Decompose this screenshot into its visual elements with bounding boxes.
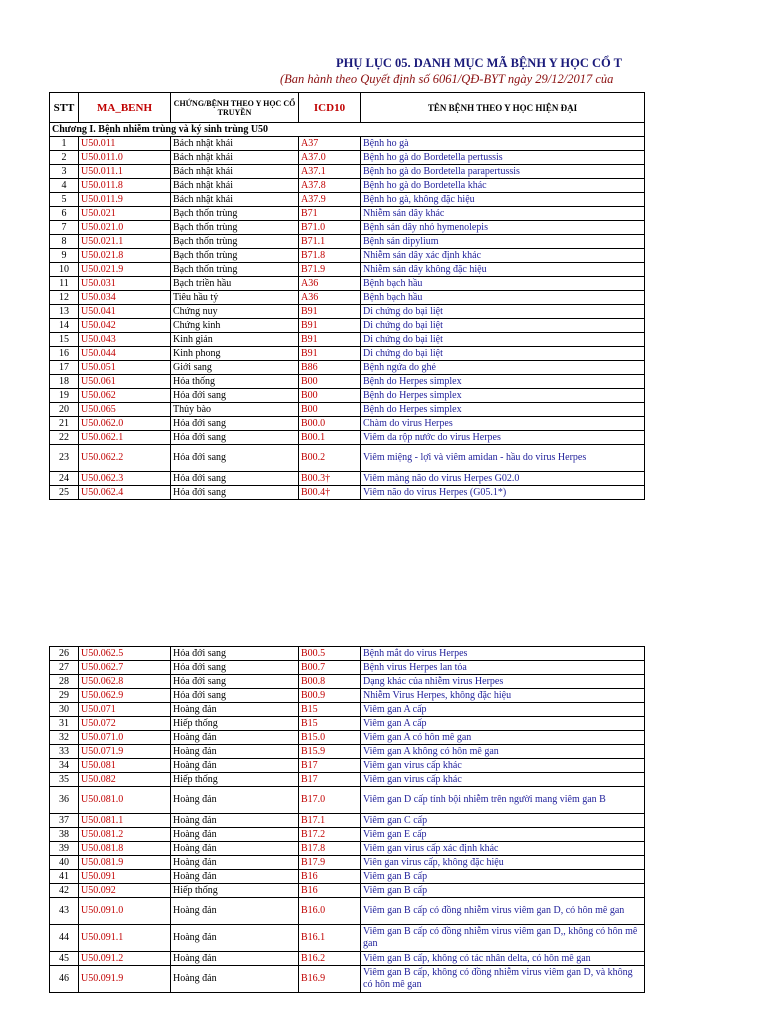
table-row xyxy=(50,731,645,745)
cell-icd10: B71.0 xyxy=(299,221,361,235)
cell-ycct: Hoàng đản xyxy=(171,787,299,814)
cell-ten-benh: Bệnh ho gà do Bordetella parapertussis xyxy=(361,165,645,179)
cell-ycct: Hoàng đản xyxy=(171,814,299,828)
cell-stt: 2 xyxy=(50,151,79,165)
table-row xyxy=(50,249,645,263)
table-row xyxy=(50,486,645,500)
cell-ten-benh: Bệnh do Herpes simplex xyxy=(361,375,645,389)
cell-ten-benh: Viêm gan E cấp xyxy=(361,828,645,842)
cell-icd10: B16 xyxy=(299,884,361,898)
cell-ycct: Hoàng đản xyxy=(171,842,299,856)
cell-ten-benh: Viêm gan virus cấp xác định khác xyxy=(361,842,645,856)
table-row xyxy=(50,870,645,884)
table-row xyxy=(50,193,645,207)
cell-ycct: Bách nhật khái xyxy=(171,179,299,193)
cell-icd10: B00.0 xyxy=(299,417,361,431)
cell-stt: 15 xyxy=(50,333,79,347)
cell-stt: 16 xyxy=(50,347,79,361)
table-row xyxy=(50,472,645,486)
cell-icd10: B91 xyxy=(299,305,361,319)
table-row xyxy=(50,675,645,689)
table-row xyxy=(50,291,645,305)
cell-ycct: Hỏa đới sang xyxy=(171,445,299,472)
cell-ten-benh: Bệnh sán dây nhỏ hymenolepis xyxy=(361,221,645,235)
cell-ycct: Bách nhật khái xyxy=(171,137,299,151)
cell-ten-benh: Nhiễm sán dây không đặc hiệu xyxy=(361,263,645,277)
cell-ma-benh: U50.042 xyxy=(79,319,171,333)
chapter-heading: Chương I. Bệnh nhiễm trùng và ký sinh trùng U50 xyxy=(50,123,645,137)
cell-ycct: Bạch thốn trùng xyxy=(171,207,299,221)
cell-ycct: Bách nhật khái xyxy=(171,151,299,165)
table-row xyxy=(50,431,645,445)
cell-stt: 23 xyxy=(50,445,79,472)
table-row xyxy=(50,221,645,235)
cell-ma-benh: U50.011.0 xyxy=(79,151,171,165)
cell-icd10: B17.1 xyxy=(299,814,361,828)
cell-ycct: Hỏa đới sang xyxy=(171,486,299,500)
cell-ycct: Hoàng đản xyxy=(171,966,299,993)
cell-ten-benh: Viêm gan virus cấp khác xyxy=(361,759,645,773)
cell-ten-benh: Viêm gan virus cấp khác xyxy=(361,773,645,787)
cell-stt: 35 xyxy=(50,773,79,787)
document-subtitle: (Ban hành theo Quyết định số 6061/QĐ-BYT ngày 29/12/2017 của xyxy=(280,72,614,86)
table-row xyxy=(50,165,645,179)
cell-ten-benh: Bệnh ho gà, không đặc hiệu xyxy=(361,193,645,207)
cell-ten-benh: Bệnh ho gà xyxy=(361,137,645,151)
cell-stt: 18 xyxy=(50,375,79,389)
cell-ma-benh: U50.072 xyxy=(79,717,171,731)
cell-stt: 11 xyxy=(50,277,79,291)
table-row xyxy=(50,333,645,347)
cell-ycct: Bách nhật khái xyxy=(171,193,299,207)
cell-ten-benh: Viêm não do virus Herpes (G05.1*) xyxy=(361,486,645,500)
column-header-ma-benh: MA_BENH xyxy=(79,93,171,123)
cell-ma-benh: U50.011.9 xyxy=(79,193,171,207)
cell-icd10: B71.8 xyxy=(299,249,361,263)
cell-ma-benh: U50.021.0 xyxy=(79,221,171,235)
cell-ycct: Hỏa thống xyxy=(171,375,299,389)
cell-ma-benh: U50.081 xyxy=(79,759,171,773)
cell-ma-benh: U50.071.9 xyxy=(79,745,171,759)
cell-ten-benh: Viên gan virus cấp, không đặc hiệu xyxy=(361,856,645,870)
cell-icd10: B00.1 xyxy=(299,431,361,445)
cell-ten-benh: Bệnh bạch hầu xyxy=(361,277,645,291)
cell-ten-benh: Viêm gan B cấp, không có tác nhân delta, có hôn mê gan xyxy=(361,952,645,966)
cell-stt: 38 xyxy=(50,828,79,842)
table-row xyxy=(50,235,645,249)
table-row xyxy=(50,277,645,291)
cell-ten-benh: Di chứng do bại liệt xyxy=(361,305,645,319)
cell-ycct: Bạch triền hầu xyxy=(171,277,299,291)
cell-ma-benh: U50.091.9 xyxy=(79,966,171,993)
table-row xyxy=(50,787,645,814)
cell-ma-benh: U50.011.8 xyxy=(79,179,171,193)
cell-ycct: Hoàng đản xyxy=(171,952,299,966)
cell-stt: 19 xyxy=(50,389,79,403)
cell-icd10: B71 xyxy=(299,207,361,221)
cell-ma-benh: U50.021.9 xyxy=(79,263,171,277)
cell-ycct: Hỏa đới sang xyxy=(171,647,299,661)
table-row xyxy=(50,361,645,375)
cell-ycct: Hoàng đản xyxy=(171,898,299,925)
table-row xyxy=(50,884,645,898)
cell-ma-benh: U50.081.1 xyxy=(79,814,171,828)
cell-ma-benh: U50.062.0 xyxy=(79,417,171,431)
cell-ten-benh: Bệnh virus Herpes lan tỏa xyxy=(361,661,645,675)
cell-ma-benh: U50.065 xyxy=(79,403,171,417)
cell-ten-benh: Viêm gan B cấp có đồng nhiễm virus viêm gan D, có hôn mê gan xyxy=(361,898,645,925)
cell-stt: 8 xyxy=(50,235,79,249)
cell-icd10: B91 xyxy=(299,333,361,347)
cell-ycct: Hoàng đản xyxy=(171,870,299,884)
cell-icd10: B17.0 xyxy=(299,787,361,814)
cell-ma-benh: U50.071.0 xyxy=(79,731,171,745)
cell-icd10: A36 xyxy=(299,277,361,291)
cell-icd10: B17.2 xyxy=(299,828,361,842)
cell-ten-benh: Viêm gan B cấp có đồng nhiễm virus viêm gan D,, không có hôn mê gan xyxy=(361,925,645,952)
cell-icd10: B91 xyxy=(299,347,361,361)
cell-ten-benh: Viêm gan A cấp xyxy=(361,703,645,717)
cell-stt: 1 xyxy=(50,137,79,151)
cell-ycct: Hoàng đản xyxy=(171,703,299,717)
cell-icd10: B00 xyxy=(299,375,361,389)
table-row xyxy=(50,966,645,993)
cell-ycct: Bạch thốn trùng xyxy=(171,235,299,249)
cell-stt: 21 xyxy=(50,417,79,431)
table-row xyxy=(50,759,645,773)
document-title: PHỤ LỤC 05. DANH MỤC MÃ BỆNH Y HỌC CỔ T xyxy=(336,56,622,70)
cell-ten-benh: Viêm gan A không có hôn mê gan xyxy=(361,745,645,759)
table-row xyxy=(50,952,645,966)
cell-stt: 10 xyxy=(50,263,79,277)
cell-ycct: Hỏa đới sang xyxy=(171,389,299,403)
cell-ten-benh: Bệnh mắt do virus Herpes xyxy=(361,647,645,661)
table-row xyxy=(50,856,645,870)
table-row xyxy=(50,207,645,221)
table-row xyxy=(50,925,645,952)
cell-ycct: Hiếp thống xyxy=(171,773,299,787)
cell-stt: 25 xyxy=(50,486,79,500)
cell-icd10: B16 xyxy=(299,870,361,884)
cell-ma-benh: U50.062.4 xyxy=(79,486,171,500)
cell-icd10: A37.0 xyxy=(299,151,361,165)
table-row xyxy=(50,689,645,703)
cell-ycct: Hoàng đản xyxy=(171,731,299,745)
cell-ten-benh: Viêm gan D cấp tính bội nhiễm trên người mang viêm gan B xyxy=(361,787,645,814)
cell-ten-benh: Bệnh ho gà do Bordetella pertussis xyxy=(361,151,645,165)
cell-ycct: Hỏa đới sang xyxy=(171,661,299,675)
cell-ma-benh: U50.092 xyxy=(79,884,171,898)
cell-stt: 32 xyxy=(50,731,79,745)
table-row xyxy=(50,179,645,193)
cell-stt: 37 xyxy=(50,814,79,828)
table-row xyxy=(50,263,645,277)
cell-ma-benh: U50.031 xyxy=(79,277,171,291)
cell-icd10: B15.0 xyxy=(299,731,361,745)
cell-ten-benh: Bệnh ho gà do Bordetella khác xyxy=(361,179,645,193)
cell-stt: 42 xyxy=(50,884,79,898)
cell-stt: 12 xyxy=(50,291,79,305)
cell-ma-benh: U50.062.9 xyxy=(79,689,171,703)
table-row xyxy=(50,347,645,361)
cell-icd10: B00.9 xyxy=(299,689,361,703)
cell-ycct: Tiêu hầu tý xyxy=(171,291,299,305)
cell-ma-benh: U50.041 xyxy=(79,305,171,319)
table-row xyxy=(50,137,645,151)
cell-ten-benh: Nhiễm sán dây khác xyxy=(361,207,645,221)
cell-ycct: Kinh phong xyxy=(171,347,299,361)
table-row xyxy=(50,745,645,759)
cell-ma-benh: U50.091.1 xyxy=(79,925,171,952)
cell-icd10: B71.9 xyxy=(299,263,361,277)
cell-icd10: B15.9 xyxy=(299,745,361,759)
cell-ycct: Hỏa đới sang xyxy=(171,689,299,703)
table-row xyxy=(50,445,645,472)
cell-icd10: A37.8 xyxy=(299,179,361,193)
cell-stt: 14 xyxy=(50,319,79,333)
cell-stt: 22 xyxy=(50,431,79,445)
cell-ma-benh: U50.062 xyxy=(79,389,171,403)
cell-ycct: Hoàng đản xyxy=(171,856,299,870)
table-row xyxy=(50,417,645,431)
cell-icd10: A36 xyxy=(299,291,361,305)
cell-icd10: B16.9 xyxy=(299,966,361,993)
cell-stt: 36 xyxy=(50,787,79,814)
cell-ma-benh: U50.091 xyxy=(79,870,171,884)
cell-icd10: B15 xyxy=(299,717,361,731)
cell-stt: 5 xyxy=(50,193,79,207)
cell-stt: 40 xyxy=(50,856,79,870)
table-row xyxy=(50,842,645,856)
cell-stt: 29 xyxy=(50,689,79,703)
cell-icd10: B16.0 xyxy=(299,898,361,925)
cell-ma-benh: U50.091.2 xyxy=(79,952,171,966)
cell-ma-benh: U50.081.2 xyxy=(79,828,171,842)
cell-ten-benh: Bệnh bạch hầu xyxy=(361,291,645,305)
cell-ma-benh: U50.062.8 xyxy=(79,675,171,689)
cell-ten-benh: Viêm gan B cấp xyxy=(361,870,645,884)
cell-icd10: B00.4† xyxy=(299,486,361,500)
cell-ma-benh: U50.021 xyxy=(79,207,171,221)
cell-ten-benh: Bệnh do Herpes simplex xyxy=(361,403,645,417)
cell-ycct: Hoàng đản xyxy=(171,745,299,759)
cell-icd10: B16.2 xyxy=(299,952,361,966)
table-row xyxy=(50,403,645,417)
cell-ycct: Thủy bào xyxy=(171,403,299,417)
cell-stt: 7 xyxy=(50,221,79,235)
column-header-icd10: ICD10 xyxy=(299,93,361,123)
cell-icd10: B71.1 xyxy=(299,235,361,249)
cell-stt: 39 xyxy=(50,842,79,856)
cell-ten-benh: Di chứng do bại liệt xyxy=(361,319,645,333)
cell-stt: 28 xyxy=(50,675,79,689)
cell-ten-benh: Viêm gan C cấp xyxy=(361,814,645,828)
cell-ma-benh: U50.071 xyxy=(79,703,171,717)
cell-ycct: Bạch thốn trùng xyxy=(171,221,299,235)
cell-ma-benh: U50.011 xyxy=(79,137,171,151)
cell-ma-benh: U50.062.2 xyxy=(79,445,171,472)
cell-stt: 4 xyxy=(50,179,79,193)
cell-ma-benh: U50.051 xyxy=(79,361,171,375)
cell-ma-benh: U50.081.9 xyxy=(79,856,171,870)
cell-stt: 41 xyxy=(50,870,79,884)
table-row xyxy=(50,389,645,403)
cell-ycct: Hiếp thống xyxy=(171,884,299,898)
cell-ten-benh: Viêm màng não do virus Herpes G02.0 xyxy=(361,472,645,486)
cell-stt: 46 xyxy=(50,966,79,993)
cell-ten-benh: Viêm gan A cấp xyxy=(361,717,645,731)
cell-ma-benh: U50.044 xyxy=(79,347,171,361)
cell-ten-benh: Viêm da rộp nước do virus Herpes xyxy=(361,431,645,445)
cell-ycct: Chứng nuy xyxy=(171,305,299,319)
cell-icd10: B16.1 xyxy=(299,925,361,952)
cell-ma-benh: U50.011.1 xyxy=(79,165,171,179)
cell-ycct: Giới sang xyxy=(171,361,299,375)
cell-ma-benh: U50.062.7 xyxy=(79,661,171,675)
cell-icd10: B86 xyxy=(299,361,361,375)
column-header-ten-benh: TÊN BỆNH THEO Y HỌC HIỆN ĐẠI xyxy=(361,93,645,123)
cell-icd10: B00.8 xyxy=(299,675,361,689)
column-header-stt: STT xyxy=(50,93,79,123)
cell-ten-benh: Bệnh ngứa do ghẻ xyxy=(361,361,645,375)
cell-ycct: Chứng kinh xyxy=(171,319,299,333)
cell-ma-benh: U50.043 xyxy=(79,333,171,347)
cell-icd10: B17.8 xyxy=(299,842,361,856)
table-row xyxy=(50,151,645,165)
table-row xyxy=(50,773,645,787)
cell-stt: 20 xyxy=(50,403,79,417)
cell-ycct: Bạch thốn trùng xyxy=(171,263,299,277)
cell-stt: 27 xyxy=(50,661,79,675)
cell-stt: 33 xyxy=(50,745,79,759)
cell-ma-benh: U50.082 xyxy=(79,773,171,787)
table-row xyxy=(50,319,645,333)
cell-ycct: Bách nhật khái xyxy=(171,165,299,179)
cell-ten-benh: Viêm miệng - lợi và viêm amidan - hầu do virus Herpes xyxy=(361,445,645,472)
cell-stt: 34 xyxy=(50,759,79,773)
cell-stt: 30 xyxy=(50,703,79,717)
cell-icd10: B15 xyxy=(299,703,361,717)
cell-ycct: Hỏa đới sang xyxy=(171,472,299,486)
cell-ma-benh: U50.062.1 xyxy=(79,431,171,445)
cell-icd10: B17.9 xyxy=(299,856,361,870)
cell-ycct: Bạch thốn trùng xyxy=(171,249,299,263)
table-row xyxy=(50,647,645,661)
cell-ten-benh: Viêm gan B cấp, không có đồng nhiễm virus viêm gan D, và không có hôn mê gan xyxy=(361,966,645,993)
cell-stt: 31 xyxy=(50,717,79,731)
cell-ma-benh: U50.062.5 xyxy=(79,647,171,661)
cell-stt: 17 xyxy=(50,361,79,375)
cell-ten-benh: Di chứng do bại liệt xyxy=(361,333,645,347)
cell-ten-benh: Viêm gan B cấp xyxy=(361,884,645,898)
cell-ten-benh: Bệnh do Herpes simplex xyxy=(361,389,645,403)
disease-code-table-page2 xyxy=(49,646,645,993)
cell-ma-benh: U50.062.3 xyxy=(79,472,171,486)
column-header-ycct: CHỨNG/BỆNH THEO Y HỌC CỔ TRUYỀN xyxy=(171,93,299,123)
table-row xyxy=(50,375,645,389)
cell-ten-benh: Di chứng do bại liệt xyxy=(361,347,645,361)
cell-ten-benh: Dạng khác của nhiễm virus Herpes xyxy=(361,675,645,689)
table-row xyxy=(50,305,645,319)
cell-ma-benh: U50.081.8 xyxy=(79,842,171,856)
table-row xyxy=(50,828,645,842)
cell-icd10: B00.2 xyxy=(299,445,361,472)
cell-icd10: B17 xyxy=(299,759,361,773)
cell-icd10: B00 xyxy=(299,389,361,403)
cell-ten-benh: Nhiễm sán dây xác định khác xyxy=(361,249,645,263)
cell-icd10: A37.9 xyxy=(299,193,361,207)
cell-icd10: B00.7 xyxy=(299,661,361,675)
disease-code-table-page1 xyxy=(49,92,645,500)
cell-ma-benh: U50.034 xyxy=(79,291,171,305)
cell-icd10: B00.3† xyxy=(299,472,361,486)
cell-stt: 45 xyxy=(50,952,79,966)
cell-stt: 44 xyxy=(50,925,79,952)
cell-ycct: Hỏa đới sang xyxy=(171,417,299,431)
cell-ma-benh: U50.081.0 xyxy=(79,787,171,814)
cell-ten-benh: Viêm gan A có hôn mê gan xyxy=(361,731,645,745)
cell-stt: 9 xyxy=(50,249,79,263)
cell-ycct: Hiếp thống xyxy=(171,717,299,731)
cell-stt: 6 xyxy=(50,207,79,221)
cell-icd10: B91 xyxy=(299,319,361,333)
cell-ten-benh: Bệnh sán dipylium xyxy=(361,235,645,249)
cell-icd10: B00 xyxy=(299,403,361,417)
cell-stt: 13 xyxy=(50,305,79,319)
cell-ma-benh: U50.091.0 xyxy=(79,898,171,925)
cell-icd10: B17 xyxy=(299,773,361,787)
cell-ycct: Hoàng đản xyxy=(171,828,299,842)
cell-ycct: Hoàng đản xyxy=(171,925,299,952)
table-row xyxy=(50,814,645,828)
cell-stt: 24 xyxy=(50,472,79,486)
table-row xyxy=(50,898,645,925)
cell-icd10: A37.1 xyxy=(299,165,361,179)
cell-stt: 43 xyxy=(50,898,79,925)
cell-icd10: B00.5 xyxy=(299,647,361,661)
cell-ma-benh: U50.021.8 xyxy=(79,249,171,263)
cell-icd10: A37 xyxy=(299,137,361,151)
cell-ten-benh: Chàm do virus Herpes xyxy=(361,417,645,431)
table-row xyxy=(50,717,645,731)
cell-ycct: Hỏa đới sang xyxy=(171,431,299,445)
cell-ycct: Kinh giản xyxy=(171,333,299,347)
cell-ten-benh: Nhiễm Virus Herpes, không đặc hiệu xyxy=(361,689,645,703)
cell-stt: 26 xyxy=(50,647,79,661)
cell-ma-benh: U50.061 xyxy=(79,375,171,389)
cell-ycct: Hoàng đản xyxy=(171,759,299,773)
table-row xyxy=(50,661,645,675)
cell-stt: 3 xyxy=(50,165,79,179)
table-row xyxy=(50,703,645,717)
cell-ma-benh: U50.021.1 xyxy=(79,235,171,249)
cell-ycct: Hỏa đới sang xyxy=(171,675,299,689)
